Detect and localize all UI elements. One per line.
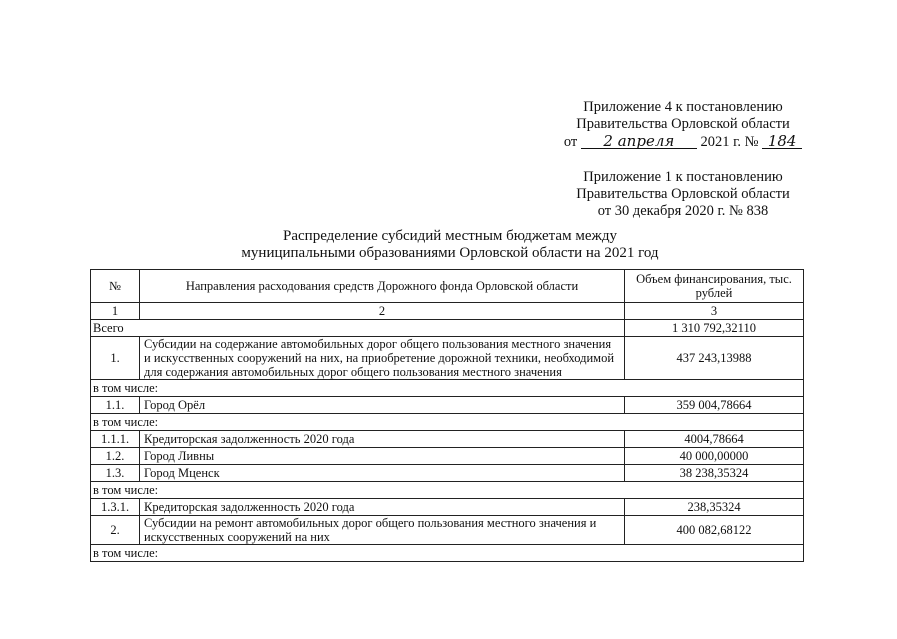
annex-previous-line3: от 30 декабря 2020 г. № 838 xyxy=(597,203,769,219)
annex-current-line2: Правительства Орловской области xyxy=(576,116,790,132)
header-direction: Направления расходования средств Дорожного фонда Орловской области xyxy=(140,270,625,303)
row-number: 1.3.1. xyxy=(91,499,140,516)
annex-current-line1: Приложение 4 к постановлению xyxy=(583,99,783,115)
total-amount: 1 310 792,32110 xyxy=(625,320,804,337)
row-number: 1.2. xyxy=(91,448,140,465)
handwritten-date: 2 апреля xyxy=(581,134,697,149)
table-row xyxy=(91,516,804,545)
header-num: № xyxy=(91,270,140,303)
total-row xyxy=(91,320,804,337)
annex-previous-line2: Правительства Орловской области xyxy=(576,186,790,202)
subtotal-caption-row xyxy=(91,482,804,499)
row-direction: Город Орёл xyxy=(140,397,625,414)
row-direction: Кредиторская задолженность 2020 года xyxy=(140,499,625,516)
subsidy-table xyxy=(90,269,804,562)
row-direction: Субсидии на содержание автомобильных дорог общего пользования местного значения и искусственных сооружений на них, на приобретение дорожной техники, необходимой для содержания автомобильных дорог общего пользования местного значения xyxy=(140,337,625,380)
row-amount: 359 004,78664 xyxy=(625,397,804,414)
annex-current-date-line xyxy=(558,134,808,151)
caption-text: в том числе: xyxy=(91,414,804,431)
table-row xyxy=(91,499,804,516)
table-row xyxy=(91,397,804,414)
header-numbers-row xyxy=(91,303,804,320)
table-header-row xyxy=(91,270,804,303)
subtotal-caption-row xyxy=(91,545,804,562)
caption-text: в том числе: xyxy=(91,482,804,499)
row-number: 1. xyxy=(91,337,140,380)
handwritten-number: 184 xyxy=(762,134,802,149)
annex-current-block xyxy=(558,99,808,151)
row-number: 1.1.1. xyxy=(91,431,140,448)
header-number-3: 3 xyxy=(625,303,804,320)
row-direction: Город Ливны xyxy=(140,448,625,465)
table-row xyxy=(91,337,804,380)
title-line1: Распределение субсидий местным бюджетам между xyxy=(283,228,617,244)
row-amount: 4004,78664 xyxy=(625,431,804,448)
subtotal-caption-row xyxy=(91,414,804,431)
header-number-2: 2 xyxy=(140,303,625,320)
row-number: 1.1. xyxy=(91,397,140,414)
document-title xyxy=(180,228,720,262)
row-direction: Город Мценск xyxy=(140,465,625,482)
row-direction: Субсидии на ремонт автомобильных дорог общего пользования местного значения и искусственных сооружений на них xyxy=(140,516,625,545)
caption-text: в том числе: xyxy=(91,380,804,397)
table-row xyxy=(91,465,804,482)
row-amount: 38 238,35324 xyxy=(625,465,804,482)
table-row xyxy=(91,431,804,448)
row-amount: 400 082,68122 xyxy=(625,516,804,545)
title-line2: муниципальными образованиями Орловской области на 2021 год xyxy=(241,245,659,261)
year-text: 2021 г. № xyxy=(700,134,759,150)
row-number: 1.3. xyxy=(91,465,140,482)
total-label: Всего xyxy=(91,320,625,337)
annex-previous-line1: Приложение 1 к постановлению xyxy=(583,169,783,185)
row-number: 2. xyxy=(91,516,140,545)
header-amount: Объем финансирования, тыс. рублей xyxy=(625,270,804,303)
annex-previous-block xyxy=(558,169,808,220)
row-amount: 238,35324 xyxy=(625,499,804,516)
caption-text: в том числе: xyxy=(91,545,804,562)
row-amount: 40 000,00000 xyxy=(625,448,804,465)
table-row xyxy=(91,448,804,465)
row-amount: 437 243,13988 xyxy=(625,337,804,380)
date-prefix: от xyxy=(563,134,578,150)
header-number-1: 1 xyxy=(91,303,140,320)
row-direction: Кредиторская задолженность 2020 года xyxy=(140,431,625,448)
subtotal-caption-row xyxy=(91,380,804,397)
